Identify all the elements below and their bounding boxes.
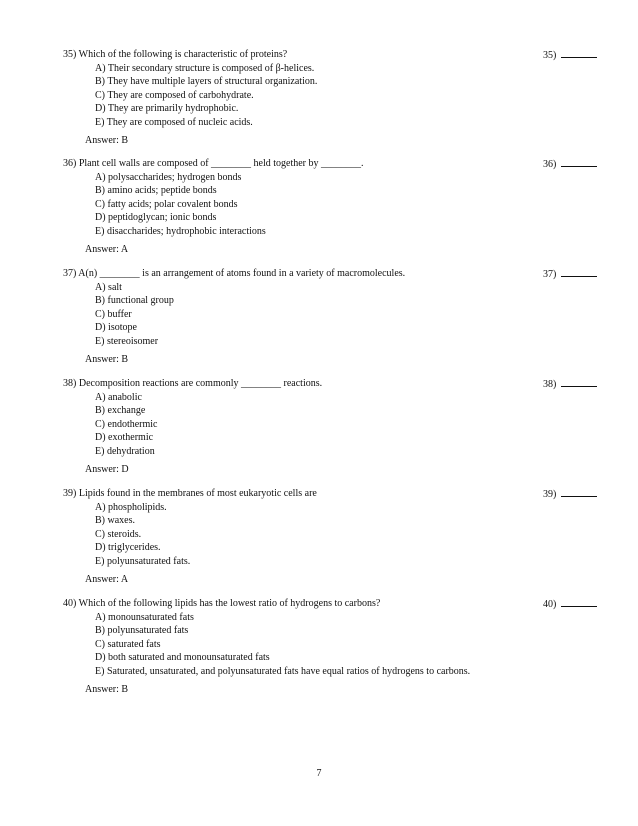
question-line: [63, 377, 603, 391]
answer-blank-label: 39): [543, 489, 557, 500]
question-stem: [63, 267, 405, 281]
option-b: B) waxes.: [95, 515, 135, 527]
answer-blank-line: [561, 157, 597, 167]
option-d: D) peptidoglycan; ionic bonds: [95, 212, 217, 224]
option-a: A) anabolic: [95, 392, 142, 403]
option-e: E) stereoisomer: [95, 335, 159, 347]
question-37: [63, 267, 603, 366]
answer-blank-label: 40): [543, 599, 557, 610]
option-list: [95, 171, 603, 238]
option-b: B) functional group: [95, 295, 174, 307]
option-c: C) fatty acids; polar covalent bonds: [95, 198, 238, 210]
question-number: 39): [63, 488, 77, 499]
page-number: 7: [316, 768, 322, 779]
question-number: 35): [63, 49, 77, 60]
question-stem: [63, 597, 380, 611]
answer-blank: [543, 487, 603, 502]
answer-key: Answer: A: [85, 573, 129, 585]
answer-blank-line: [561, 48, 597, 58]
option-e: E) They are composed of nucleic acids.: [95, 116, 253, 128]
option-list: [95, 611, 603, 678]
question-line: [63, 597, 603, 611]
question-text: Which of the following lipids has the lowest ratio of hydrogens to carbons?: [78, 598, 381, 609]
option-e: E) polyunsaturated fats.: [95, 555, 191, 567]
question-line: [63, 267, 603, 281]
answer-blank-line: [561, 267, 597, 277]
option-list: [95, 391, 603, 458]
option-list: [95, 501, 603, 568]
answer-blank-label: 35): [543, 50, 557, 61]
option-e: E) Saturated, unsaturated, and polyunsaturated fats have equal ratios of hydrogens to carbons.: [95, 665, 471, 677]
answer-blank-line: [561, 487, 597, 497]
question-40: [63, 597, 603, 696]
option-c: C) saturated fats: [95, 638, 161, 650]
question-line: [63, 487, 603, 501]
answer-blank: [543, 48, 603, 63]
question-35: [63, 48, 603, 147]
option-e: E) dehydration: [95, 445, 155, 457]
option-c: C) steroids.: [95, 528, 142, 540]
question-number: 36): [63, 158, 77, 169]
option-c: C) buffer: [95, 308, 132, 320]
question-39: [63, 487, 603, 586]
option-b: B) amino acids; peptide bonds: [95, 185, 217, 197]
answer-key: Answer: B: [85, 683, 129, 695]
question-36: [63, 157, 603, 256]
answer-blank-label: 37): [543, 269, 557, 280]
question-stem: [63, 48, 287, 62]
answer-key: Answer: B: [85, 353, 129, 365]
answer-blank-label: 36): [543, 159, 557, 170]
answer-key: Answer: A: [85, 243, 129, 255]
answer-key: Answer: D: [85, 463, 129, 475]
question-number: 40): [63, 598, 77, 609]
option-b: B) exchange: [95, 405, 146, 417]
answer-blank-line: [561, 597, 597, 607]
answer-blank: [543, 157, 603, 172]
option-d: D) both saturated and monounsaturated fats: [95, 652, 270, 664]
option-d: D) isotope: [95, 322, 137, 334]
option-list: [95, 62, 603, 129]
question-line: [63, 157, 603, 171]
question-text: A(n) ________ is an arrangement of atoms found in a variety of macromolecules.: [78, 268, 406, 279]
option-a: A) Their secondary structure is composed of β-helices.: [95, 63, 315, 74]
option-a: A) salt: [95, 282, 122, 293]
question-number: 38): [63, 378, 77, 389]
option-d: D) They are primarily hydrophobic.: [95, 103, 239, 115]
option-a: A) phospholipids.: [95, 502, 167, 513]
question-text: Decomposition reactions are commonly ________ reactions.: [78, 378, 323, 389]
answer-key: Answer: B: [85, 134, 129, 146]
question-stem: [63, 487, 317, 501]
answer-blank: [543, 377, 603, 392]
option-c: C) endothermic: [95, 418, 158, 430]
question-stem: [63, 157, 364, 171]
question-text: Lipids found in the membranes of most eukaryotic cells are: [78, 488, 317, 499]
answer-blank: [543, 267, 603, 282]
question-stem: [63, 377, 322, 391]
question-text: Plant cell walls are composed of ________ held together by ________.: [78, 158, 364, 169]
question-line: [63, 48, 603, 62]
option-b: B) They have multiple layers of structural organization.: [95, 76, 318, 88]
option-a: A) monounsaturated fats: [95, 612, 194, 623]
option-d: D) exothermic: [95, 432, 154, 444]
answer-blank: [543, 597, 603, 612]
option-c: C) They are composed of carbohydrate.: [95, 89, 254, 101]
option-a: A) polysaccharides; hydrogen bonds: [95, 172, 242, 183]
option-b: B) polyunsaturated fats: [95, 625, 189, 637]
option-e: E) disaccharides; hydrophobic interactions: [95, 225, 266, 237]
question-number: 37): [63, 268, 77, 279]
option-d: D) triglycerides.: [95, 542, 161, 554]
answer-blank-label: 38): [543, 379, 557, 390]
option-list: [95, 281, 603, 348]
answer-blank-line: [561, 377, 597, 387]
question-38: [63, 377, 603, 476]
question-text: Which of the following is characteristic of proteins?: [78, 49, 288, 60]
